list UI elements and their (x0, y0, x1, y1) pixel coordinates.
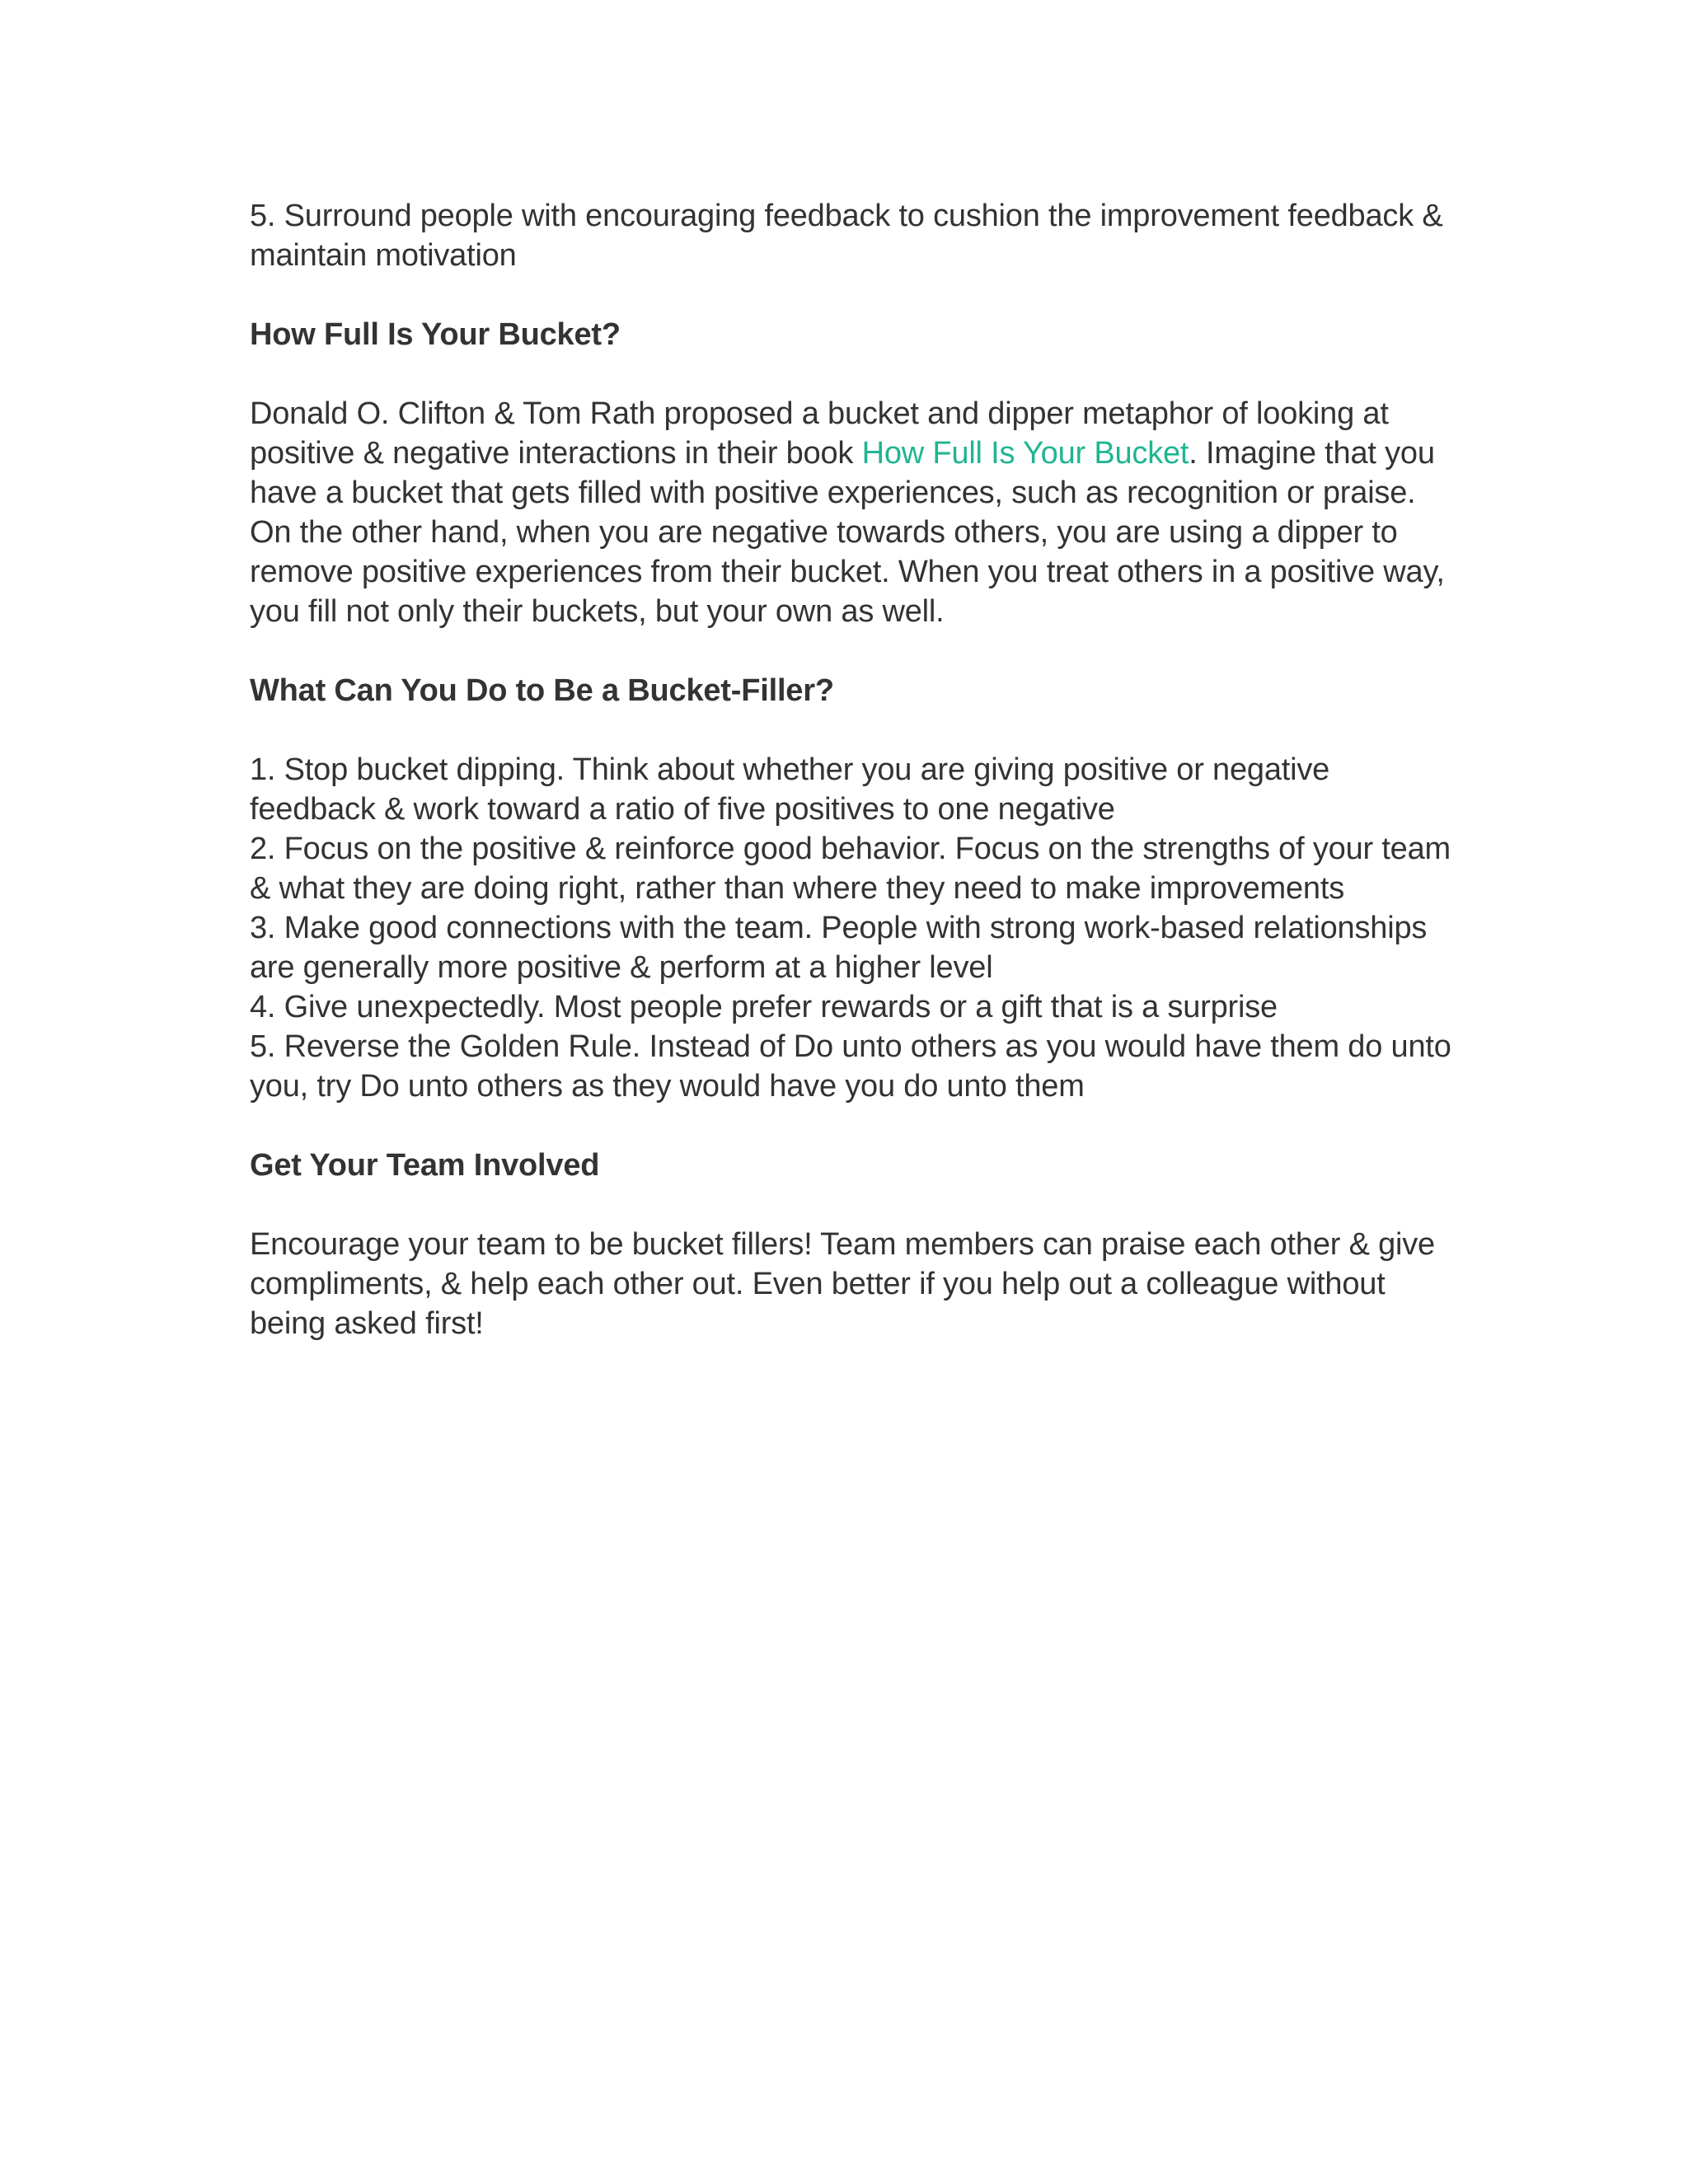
team-paragraph: Encourage your team to be bucket fillers! Team members can praise each other & give compliments, & help each other out. Even better if you help out a colleague without being asked first! (250, 1227, 1435, 1341)
bucket-paragraph-text-before: Donald O. Clifton & Tom Rath proposed a bucket and dipper metaphor of looking at positive & negative interactions in their book (250, 396, 1389, 471)
list-item: 3. Make good connections with the team. People with strong work-based relationships are generally more positive & perform at a higher level (250, 911, 1428, 985)
spacer (250, 275, 1453, 315)
heading-bucket-filler: What Can You Do to Be a Bucket-Filler? (250, 673, 834, 708)
spacer (250, 354, 1453, 394)
heading-how-full-is-your-bucket: How Full Is Your Bucket? (250, 317, 621, 352)
spacer (250, 710, 1453, 750)
book-link[interactable]: How Full Is Your Bucket (861, 436, 1189, 471)
bucket-paragraph (250, 394, 1453, 631)
spacer (250, 1106, 1453, 1146)
bucket-filler-list (250, 750, 1453, 1106)
list-item: 5. Reverse the Golden Rule. Instead of Do unto others as you would have them do unto you, try Do unto others as they would have you do unto them (250, 1029, 1451, 1104)
list-item: 2. Focus on the positive & reinforce good behavior. Focus on the strengths of your team & what they are doing right, rather than where they need to make improvements (250, 832, 1451, 906)
list-item: 1. Stop bucket dipping. Think about whether you are giving positive or negative feedback & work toward a ratio of five positives to one negative (250, 752, 1330, 827)
spacer (250, 1185, 1453, 1225)
spacer (250, 631, 1453, 671)
bucket-paragraph-text-after: . Imagine that you have a bucket that gets filled with positive experiences, such as recognition or praise. On the other hand, when you are negative towards others, you are using a dipper to remove positive experiences from their bucket. When you treat others in a positive way, you fill not only their buckets, but your own as well. (250, 436, 1445, 629)
document-page (250, 196, 1453, 1343)
intro-list-item: 5. Surround people with encouraging feedback to cushion the improvement feedback & maintain motivation (250, 199, 1443, 273)
heading-get-your-team-involved: Get Your Team Involved (250, 1148, 600, 1183)
list-item: 4. Give unexpectedly. Most people prefer rewards or a gift that is a surprise (250, 990, 1278, 1024)
